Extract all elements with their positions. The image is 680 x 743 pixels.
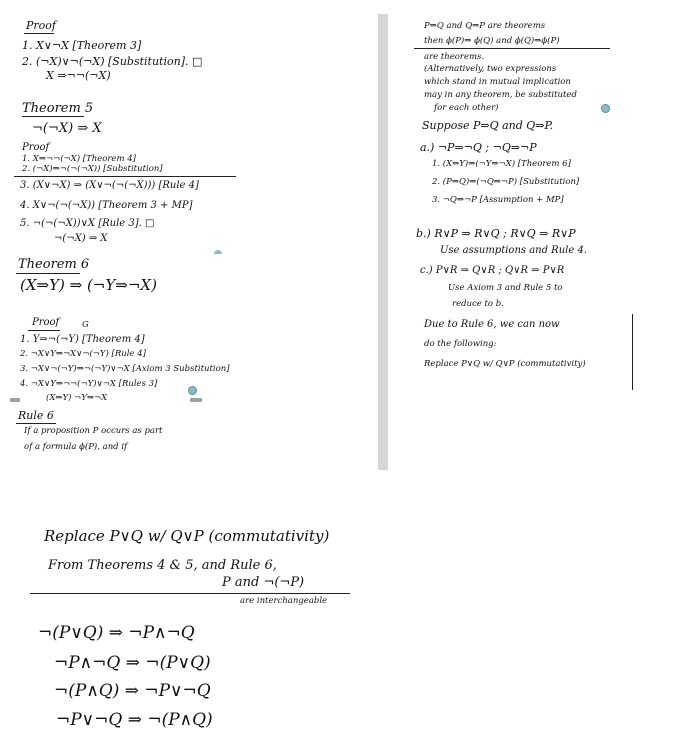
proof-heading: Proof	[22, 142, 50, 153]
part-b-note: Use assumptions and Rule 4.	[440, 245, 587, 256]
proof-conclusion: (X⇒Y) ¬Y⇒¬X	[46, 393, 108, 403]
proof-heading: Proof	[32, 317, 60, 328]
proof-conclusion: X ⇒¬¬(¬X)	[46, 69, 111, 82]
proof-aside: G	[82, 320, 89, 330]
intro-then: then ϕ(P)⇒ ϕ(Q) and ϕ(Q)⇒ϕ(P)	[424, 36, 560, 46]
replace-line: Replace P∨Q w/ Q∨P (commutativity)	[44, 527, 330, 545]
suppose-line: Suppose P⇒Q and Q⇒P.	[422, 119, 554, 132]
intro-statement: P⇒Q and Q⇒P are theorems	[424, 21, 546, 31]
title-underline	[22, 116, 84, 117]
intro-text: are theorems.	[424, 52, 485, 62]
proof-step: 2. ¬X∨Y⇒¬X∨¬(¬Y) [Rule 4]	[20, 349, 146, 359]
notes-page-right	[390, 0, 680, 470]
margin-marker	[10, 398, 20, 402]
divider-line	[30, 593, 350, 594]
text-cursor-bar	[632, 314, 633, 390]
proof-step: 4. ¬X∨Y⇒¬¬(¬Y)∨¬X [Rules 3]	[20, 379, 158, 389]
proof-step: 1. X∨¬X [Theorem 3]	[22, 39, 142, 52]
rule-text: If a proposition P occurs as part	[24, 426, 163, 436]
equation-line: ¬P∨¬Q ⇒ ¬(P∧Q)	[56, 710, 213, 730]
margin-marker	[190, 398, 202, 402]
proof-step: 2. (¬X)⇒¬(¬(¬X)) [Substitution]	[22, 164, 163, 174]
from-line: From Theorems 4 & 5, and Rule 6,	[48, 558, 277, 573]
intro-text: (Alternatively, two expressions	[424, 64, 557, 74]
intro-text: for each other)	[434, 103, 499, 113]
rule-text: of a formula ϕ(P), and if	[24, 442, 128, 452]
cursor-marker	[601, 104, 610, 113]
due-text: Due to Rule 6, we can now	[424, 319, 560, 330]
proof-heading: Proof	[26, 19, 56, 32]
proof-step: 1. Y⇒¬(¬Y) [Theorem 4]	[20, 334, 145, 345]
cursor-marker	[214, 250, 222, 254]
rule-title: Rule 6	[18, 409, 54, 422]
title-underline	[16, 423, 56, 424]
part-c: c.) P∨R ⇒ Q∨R ; Q∨R ⇒ P∨R	[420, 265, 565, 276]
equation-line: ¬(P∧Q) ⇒ ¬P∨¬Q	[54, 681, 211, 701]
cursor-marker	[188, 386, 197, 395]
due-text: Replace P∨Q w/ Q∨P (commutativity)	[424, 359, 586, 369]
notes-page-bottom	[0, 505, 372, 743]
part-a: a.) ¬P⇒¬Q ; ¬Q⇒¬P	[420, 141, 537, 154]
proof-step: 3. ¬X∨¬(¬Y)⇒¬(¬Y)∨¬X [Axiom 3 Substitution]	[20, 364, 230, 374]
intro-text: may in any theorem, be substituted	[424, 90, 577, 100]
page-gutter	[378, 14, 388, 470]
proof-step: 5. ¬(¬(¬X))∨X [Rule 3]. □	[20, 218, 155, 229]
title-underline	[16, 273, 80, 274]
divider-line	[14, 176, 236, 177]
part-c-note: Use Axiom 3 and Rule 5 to	[448, 283, 563, 293]
part-b: b.) R∨P ⇒ R∨Q ; R∨Q ⇒ R∨P	[416, 227, 576, 240]
part-a-step: 2. (P⇒Q)⇒(¬Q⇒¬P) [Substitution]	[432, 177, 580, 187]
pair-line: P and ¬(¬P)	[222, 575, 305, 590]
proof-conclusion: ¬(¬X) ⇒ X	[54, 233, 108, 244]
notes-page-left	[0, 0, 372, 470]
theorem-statement: ¬(¬X) ⇒ X	[32, 121, 102, 136]
proof-step: 1. X⇒¬¬(¬X) [Theorem 4]	[22, 154, 136, 164]
theorem-statement: (X⇒Y) ⇒ (¬Y⇒¬X)	[20, 276, 157, 294]
divider-line	[414, 48, 610, 49]
part-c-note: reduce to b.	[452, 299, 504, 309]
theorem-title: Theorem 6	[18, 257, 90, 272]
proof-step: 2. (¬X)∨¬(¬X) [Substitution]. □	[22, 55, 203, 68]
part-a-step: 3. ¬Q⇒¬P [Assumption + MP]	[432, 195, 564, 205]
heading-underline	[24, 33, 54, 34]
proof-step: 4. X∨¬(¬(¬X)) [Theorem 3 + MP]	[20, 200, 193, 211]
equation-line: ¬P∧¬Q ⇒ ¬(P∨Q)	[54, 653, 211, 673]
equation-line: ¬(P∨Q) ⇒ ¬P∧¬Q	[38, 623, 195, 643]
intro-text: which stand in mutual implication	[424, 77, 571, 87]
proof-step: 3. (X∨¬X) ⇒ (X∨¬(¬(¬X))) [Rule 4]	[20, 180, 199, 191]
due-text: do the following:	[424, 339, 497, 349]
interchange-note: are interchangeable	[240, 596, 328, 606]
part-a-step: 1. (X⇒Y)⇒(¬Y⇒¬X) [Theorem 6]	[432, 159, 571, 169]
heading-underline	[28, 330, 60, 331]
theorem-title: Theorem 5	[22, 101, 94, 116]
